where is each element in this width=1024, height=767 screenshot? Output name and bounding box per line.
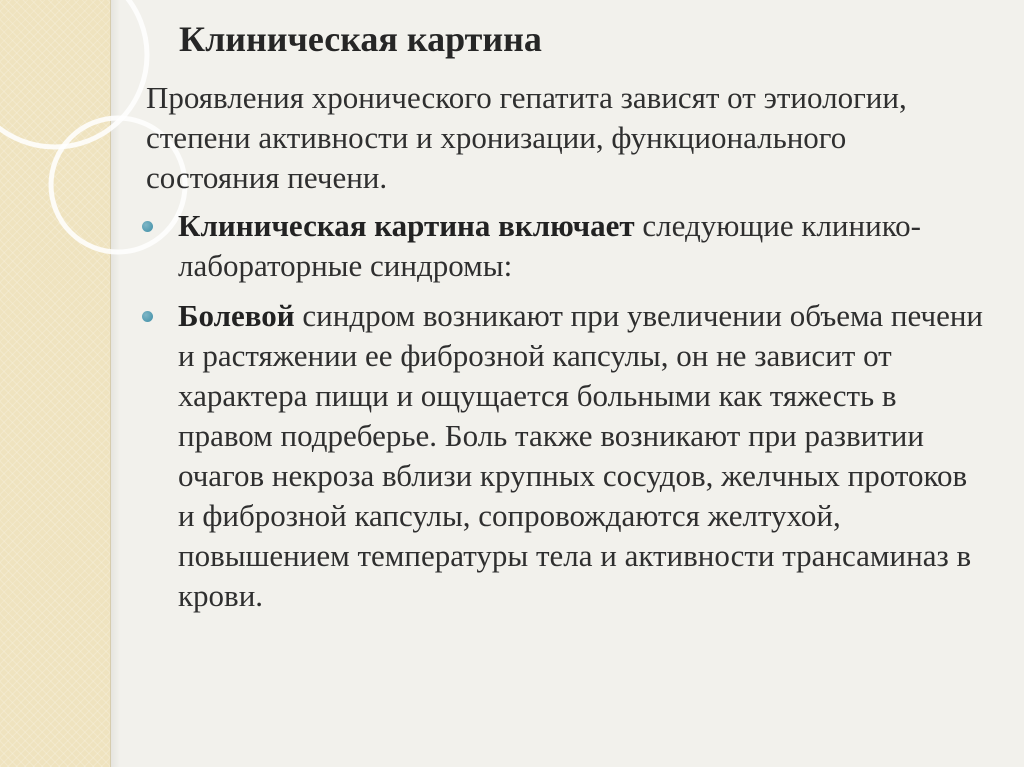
round-bullet-icon (142, 311, 153, 322)
bullet-text: следующие клинико-лабораторные синдромы: (178, 208, 921, 283)
bullet-item-syndromes (140, 206, 990, 286)
bullet-bold-text: Клиническая картина включает (178, 208, 635, 243)
intro-paragraph: Проявления хронического гепатита зависят от этиологии, степени активности и хронизации, функционального состояния печени. (146, 80, 907, 195)
bullet-item-pain (140, 296, 990, 616)
bullet-bold-text: Болевой (178, 298, 295, 333)
bullet-text: синдром возникают при увеличении объема печени и растяжении ее фиброзной капсулы, он не зависит от характера пищи и ощущается больными как тяжесть в правом подреберье. Боль также возникают при развитии очагов некроза вблизи крупных сосудов, желчных протоков и фиброзной капсулы, сопровождаются желтухой, повышением температуры тела и активности трансаминаз в крови. (178, 298, 984, 613)
slide-content (140, 0, 1000, 767)
bullet-list (140, 206, 990, 626)
round-bullet-icon (142, 221, 153, 232)
slide-title: Клиническая картина (179, 19, 542, 59)
